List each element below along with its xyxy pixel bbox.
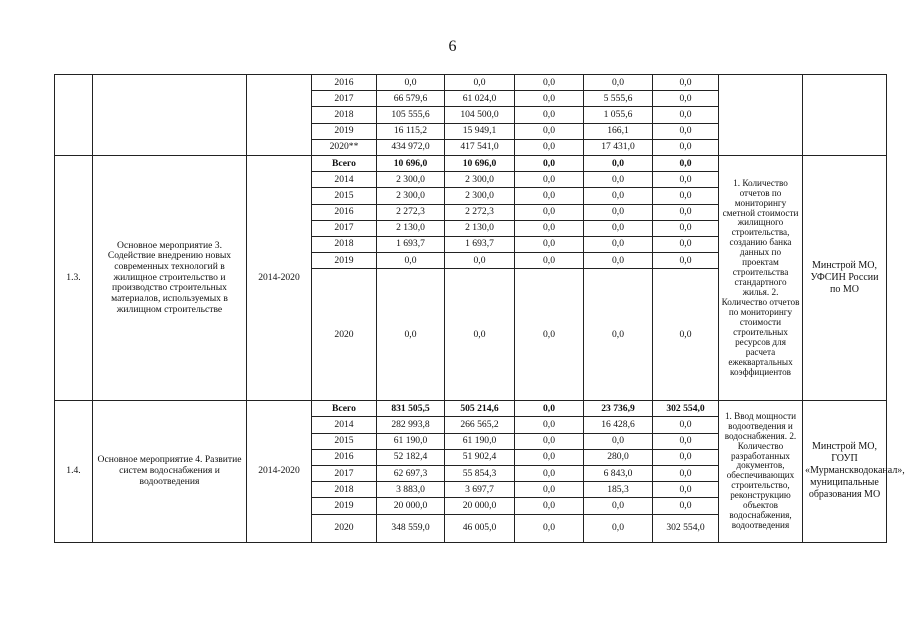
item-responsible: Минстрой МО, ГОУП «Мурманскводоканал», муниципальные образования МО [803, 401, 887, 542]
item-period: 2014-2020 [247, 155, 312, 400]
year-cell: 2017 [312, 220, 377, 236]
regional-budget-cell: 2 300,0 [445, 172, 515, 188]
year-cell: 2015 [312, 188, 377, 204]
federal-budget-cell: 0,0 [515, 220, 584, 236]
year-cell: 2016 [312, 204, 377, 220]
other-sources-cell: 0,0 [653, 155, 719, 171]
year-cell: 2014 [312, 417, 377, 433]
federal-budget-cell: 0,0 [515, 417, 584, 433]
item-1-4-block [55, 401, 905, 542]
total-cell: 61 190,0 [377, 433, 445, 449]
local-budget-cell: 0,0 [584, 155, 653, 171]
local-budget-cell: 0,0 [584, 253, 653, 269]
other-sources-cell: 0,0 [653, 433, 719, 449]
federal-budget-cell: 0,0 [515, 75, 584, 91]
year-cell: 2020 [312, 269, 377, 401]
year-cell: Всего [312, 401, 377, 417]
total-cell: 0,0 [377, 269, 445, 401]
total-cell: 434 972,0 [377, 139, 445, 155]
regional-budget-cell: 2 300,0 [445, 188, 515, 204]
page-number: 6 [448, 38, 457, 55]
federal-budget-cell: 0,0 [515, 172, 584, 188]
regional-budget-cell: 1 693,7 [445, 236, 515, 252]
federal-budget-cell: 0,0 [515, 123, 584, 139]
total-cell: 2 272,3 [377, 204, 445, 220]
regional-budget-cell: 2 272,3 [445, 204, 515, 220]
total-cell: 2 130,0 [377, 220, 445, 236]
table-row [55, 401, 887, 417]
regional-budget-cell: 2 130,0 [445, 220, 515, 236]
regional-budget-cell: 417 541,0 [445, 139, 515, 155]
year-cell: 2016 [312, 75, 377, 91]
year-cell: 2019 [312, 253, 377, 269]
other-sources-cell: 0,0 [653, 204, 719, 220]
other-sources-cell: 0,0 [653, 107, 719, 123]
regional-budget-cell: 10 696,0 [445, 155, 515, 171]
local-budget-cell: 185,3 [584, 482, 653, 498]
federal-budget-cell: 0,0 [515, 466, 584, 482]
total-cell: 0,0 [377, 253, 445, 269]
item-1-3-block [55, 155, 887, 400]
total-cell: 16 115,2 [377, 123, 445, 139]
local-budget-cell: 0,0 [584, 204, 653, 220]
total-cell: 282 993,8 [377, 417, 445, 433]
federal-budget-cell: 0,0 [515, 482, 584, 498]
local-budget-cell: 0,0 [584, 220, 653, 236]
other-sources-cell: 0,0 [653, 253, 719, 269]
regional-budget-cell: 505 214,6 [445, 401, 515, 417]
regional-budget-cell: 55 854,3 [445, 466, 515, 482]
other-sources-cell: 0,0 [653, 269, 719, 401]
local-budget-cell: 1 055,6 [584, 107, 653, 123]
title-cell [93, 75, 247, 156]
federal-budget-cell: 0,0 [515, 498, 584, 514]
local-budget-cell: 0,0 [584, 498, 653, 514]
local-budget-cell: 166,1 [584, 123, 653, 139]
other-sources-cell: 0,0 [653, 449, 719, 465]
item-period: 2014-2020 [247, 401, 312, 542]
table-row [55, 75, 887, 91]
other-sources-cell: 0,0 [653, 417, 719, 433]
responsible-cell [803, 75, 887, 156]
other-sources-cell: 302 554,0 [653, 401, 719, 417]
budget-table [54, 74, 905, 543]
other-sources-cell: 0,0 [653, 91, 719, 107]
local-budget-cell: 0,0 [584, 172, 653, 188]
federal-budget-cell: 0,0 [515, 253, 584, 269]
other-sources-cell: 0,0 [653, 123, 719, 139]
federal-budget-cell: 0,0 [515, 401, 584, 417]
year-cell: 2019 [312, 498, 377, 514]
federal-budget-cell: 0,0 [515, 155, 584, 171]
number-cell [55, 75, 93, 156]
regional-budget-cell: 0,0 [445, 75, 515, 91]
item-indicators: 1. Количество отчетов по мониторингу сметной стоимости жилищного строительства, созданию банка данных по проектам строительства стандартного жилья. 2. Количество отчетов по мониторингу стоимости строительных ресурсов для расчета ежеквартальных коэффициентов [719, 155, 803, 400]
federal-budget-cell: 0,0 [515, 449, 584, 465]
year-cell: 2020** [312, 139, 377, 155]
local-budget-cell: 0,0 [584, 75, 653, 91]
item-responsible: Минстрой МО, УФСИН России по МО [803, 155, 887, 400]
year-cell: 2019 [312, 123, 377, 139]
year-cell: 2014 [312, 172, 377, 188]
item-indicators: 1. Ввод мощности водоотведения и водоснабжения. 2. Количество разработанных документов, обеспечивающих строительство, реконструкцию объектов водоснабжения, водоотведения [719, 401, 803, 542]
other-sources-cell: 0,0 [653, 482, 719, 498]
total-cell: 105 555,6 [377, 107, 445, 123]
total-cell: 2 300,0 [377, 188, 445, 204]
year-cell: 2016 [312, 449, 377, 465]
other-sources-cell: 0,0 [653, 139, 719, 155]
regional-budget-cell: 20 000,0 [445, 498, 515, 514]
other-sources-cell: 0,0 [653, 466, 719, 482]
local-budget-cell: 5 555,6 [584, 91, 653, 107]
year-cell: 2018 [312, 107, 377, 123]
regional-budget-cell: 15 949,1 [445, 123, 515, 139]
year-cell: Всего [312, 155, 377, 171]
regional-budget-cell: 266 565,2 [445, 417, 515, 433]
total-cell: 10 696,0 [377, 155, 445, 171]
regional-budget-cell: 61 024,0 [445, 91, 515, 107]
year-cell: 2020 [312, 514, 377, 542]
other-sources-cell: 0,0 [653, 220, 719, 236]
federal-budget-cell: 0,0 [515, 188, 584, 204]
total-cell: 3 883,0 [377, 482, 445, 498]
regional-budget-cell: 0,0 [445, 269, 515, 401]
total-cell: 831 505,5 [377, 401, 445, 417]
federal-budget-cell: 0,0 [515, 514, 584, 542]
other-sources-cell: 0,0 [653, 75, 719, 91]
year-cell: 2017 [312, 466, 377, 482]
regional-budget-cell: 3 697,7 [445, 482, 515, 498]
total-cell: 1 693,7 [377, 236, 445, 252]
local-budget-cell: 23 736,9 [584, 401, 653, 417]
total-cell: 0,0 [377, 75, 445, 91]
total-cell: 52 182,4 [377, 449, 445, 465]
year-cell: 2017 [312, 91, 377, 107]
regional-budget-cell: 104 500,0 [445, 107, 515, 123]
federal-budget-cell: 0,0 [515, 269, 584, 401]
federal-budget-cell: 0,0 [515, 107, 584, 123]
item-number: 1.4. [55, 401, 93, 542]
other-sources-cell: 0,0 [653, 498, 719, 514]
total-cell: 62 697,3 [377, 466, 445, 482]
total-cell: 20 000,0 [377, 498, 445, 514]
federal-budget-cell: 0,0 [515, 91, 584, 107]
year-cell: 2018 [312, 482, 377, 498]
local-budget-cell: 280,0 [584, 449, 653, 465]
total-cell: 66 579,6 [377, 91, 445, 107]
local-budget-cell: 6 843,0 [584, 466, 653, 482]
item-title: Основное мероприятие 3. Содействие внедрению новых современных технологий в жилищное строительство и производство строительных материалов, используемых в жилищном строительстве [93, 155, 247, 400]
local-budget-cell: 0,0 [584, 514, 653, 542]
item-title: Основное мероприятие 4. Развитие систем водоснабжения и водоотведения [93, 401, 247, 542]
period-cell [247, 75, 312, 156]
federal-budget-cell: 0,0 [515, 433, 584, 449]
other-sources-cell: 0,0 [653, 172, 719, 188]
regional-budget-cell: 46 005,0 [445, 514, 515, 542]
local-budget-cell: 0,0 [584, 269, 653, 401]
federal-budget-cell: 0,0 [515, 204, 584, 220]
regional-budget-cell: 0,0 [445, 253, 515, 269]
other-sources-cell: 0,0 [653, 236, 719, 252]
other-sources-cell: 302 554,0 [653, 514, 719, 542]
total-cell: 348 559,0 [377, 514, 445, 542]
year-cell: 2015 [312, 433, 377, 449]
other-sources-cell: 0,0 [653, 188, 719, 204]
local-budget-cell: 0,0 [584, 236, 653, 252]
local-budget-cell: 17 431,0 [584, 139, 653, 155]
regional-budget-cell: 51 902,4 [445, 449, 515, 465]
total-cell: 2 300,0 [377, 172, 445, 188]
local-budget-cell: 0,0 [584, 433, 653, 449]
federal-budget-cell: 0,0 [515, 139, 584, 155]
item-number: 1.3. [55, 155, 93, 400]
notes-cell [719, 75, 803, 156]
top-block [55, 75, 887, 156]
local-budget-cell: 16 428,6 [584, 417, 653, 433]
table-row [55, 155, 887, 171]
federal-budget-cell: 0,0 [515, 236, 584, 252]
local-budget-cell: 0,0 [584, 188, 653, 204]
year-cell: 2018 [312, 236, 377, 252]
regional-budget-cell: 61 190,0 [445, 433, 515, 449]
